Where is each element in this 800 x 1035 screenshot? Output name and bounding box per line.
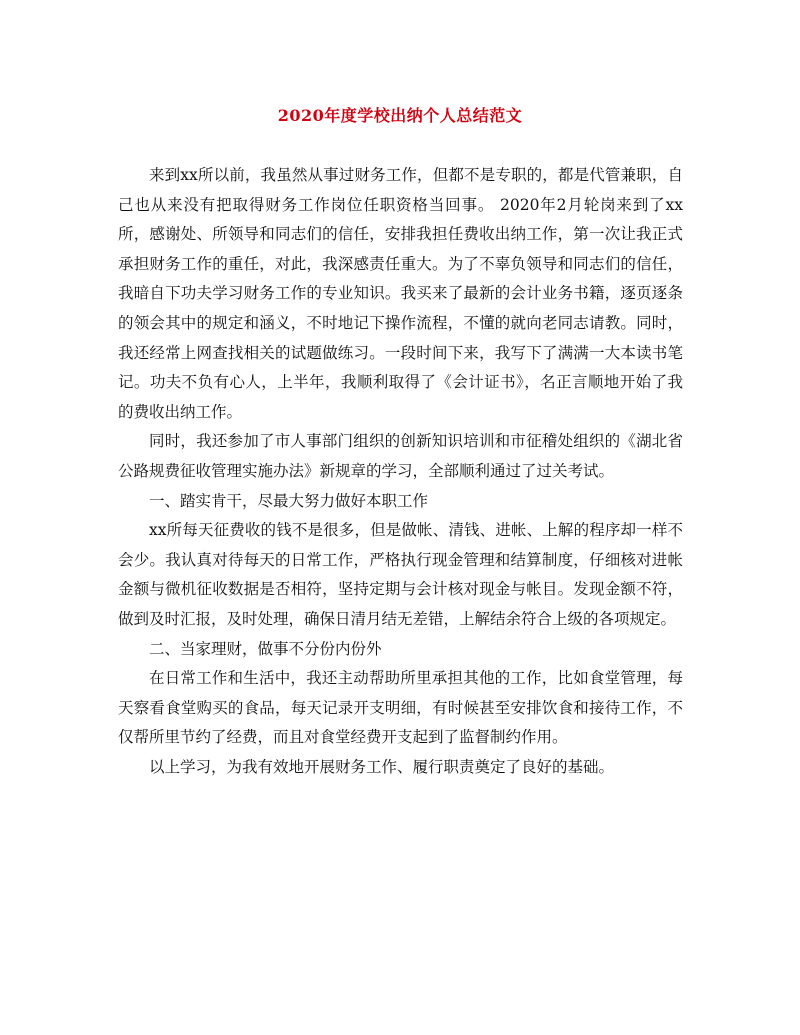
section-heading-2: 二、当家理财，做事不分份内份外 [149,639,382,658]
paragraph-training: 同时，我还参加了市人事部门组织的创新知识培训和市征稽处组织的《湖北省公路规费征收管理实施办法》新规章的学习，全部顺利通过了过关考试。 [118,432,683,480]
paragraph-conclusion: 以上学习，为我有效地开展财务工作、履行职责奠定了良好的基础。 [149,757,615,776]
paragraph-section-2: 在日常工作和生活中，我还主动帮助所里承担其他的工作，比如食堂管理，每天察看食堂购买的食品，每天记录开支明细，有时候甚至安排饮食和接待工作，不仅帮所里节约了经费，而且对食堂经费开支起到了监督制约作用。 [118,669,683,747]
paragraph-intro: 来到xx所以前，我虽然从事过财务工作，但都不是专职的，都是代管兼职，自己也从来没有把取得财务工作岗位任职资格当回事。 2020年2月轮岗来到了xx所，感谢处、所领导和同志们的信任，安排我担任费收出纳工作，第一次让我正式承担财务工作的重任，对此，我深感责任重大。为了不辜负领导和同志们的信任，我暗自下功夫学习财务工作的专业知识。我买来了最新的会计业务书籍，逐页逐条的领会其中的规定和涵义，不时地记下操作流程，不懂的就向老同志请教。同时，我还经常上网查找相关的试题做练习。一段时间下来，我写下了满满一大本读书笔记。功夫不负有心人，上半年，我顺利取得了《会计证书》，名正言顺地开始了我的费收出纳工作。 [118,166,683,421]
paragraph-section-1: xx所每天征费收的钱不是很多，但是做帐、清钱、进帐、上解的程序却一样不会少。我认真对待每天的日常工作，严格执行现金管理和结算制度，仔细核对进帐金额与微机征收数据是否相符，坚持定期与会计核对现金与帐目。发现金额不符，做到及时汇报，及时处理，确保日清月结无差错，上解结余符合上级的各项规定。 [118,521,683,628]
document-body [118,161,683,782]
document-title: 2020年度学校出纳个人总结范文 [277,106,523,125]
section-heading-1: 一、踏实肯干，尽最大努力做好本职工作 [149,491,429,510]
